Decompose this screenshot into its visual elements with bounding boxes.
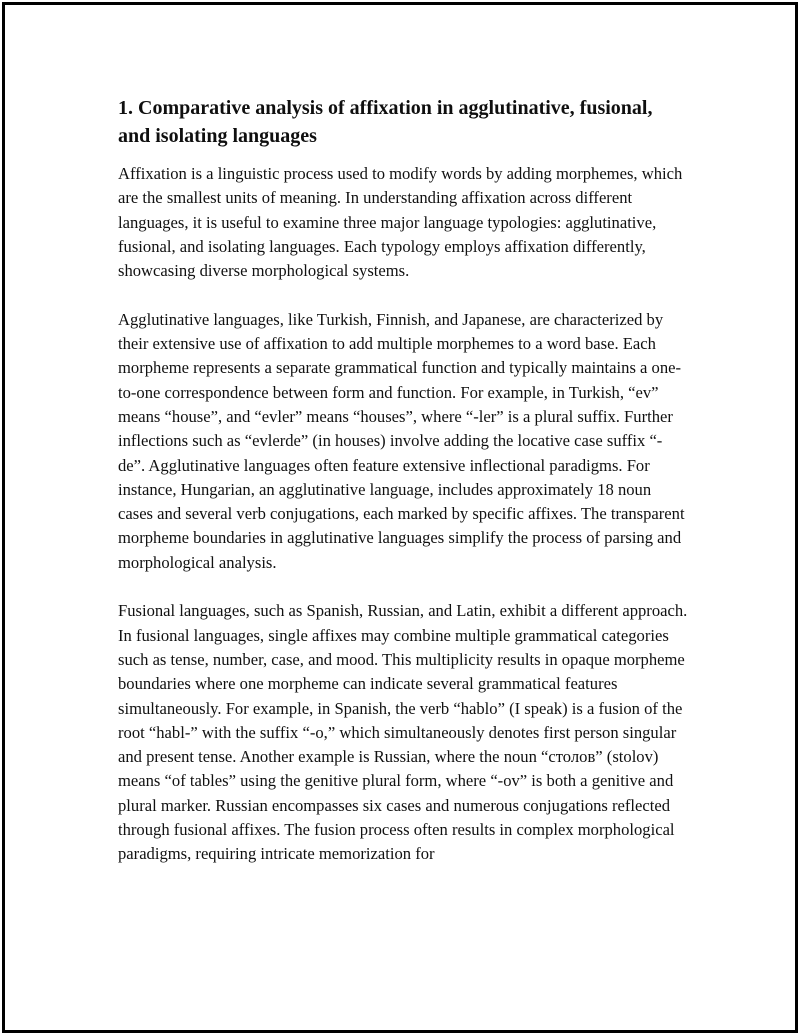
document-body	[118, 94, 688, 891]
section-heading: 1. Comparative analysis of affixation in agglutinative, fusional, and isolating languages	[118, 97, 653, 147]
paragraph-intro: Affixation is a linguistic process used to modify words by adding morphemes, which are the smallest units of meaning. In understanding affixation across different languages, it is useful to examine three major language typologies: agglutinative, fusional, and isolating languages. Each typology employs affixation differently, showcasing diverse morphological systems.	[118, 164, 683, 281]
paragraph-fusional: Fusional languages, such as Spanish, Russian, and Latin, exhibit a different approach. In fusional languages, single affixes may combine multiple grammatical categories such as tense, number, case, and mood. This multiplicity results in opaque morpheme boundaries where one morpheme can indicate several grammatical features simultaneously. For example, in Spanish, the verb “hablo” (I speak) is a fusion of the root “habl-” with the suffix “-o,” which simultaneously denotes first person singular and present tense. Another example is Russian, where the noun “столов” (stolov) means “of tables” using the genitive plural form, where “-ov” is both a genitive and plural marker. Russian encompasses six cases and numerous conjugations reflected through fusional affixes. The fusion process often results in complex morphological paradigms, requiring intricate memorization for	[118, 601, 688, 864]
paragraph-agglutinative: Agglutinative languages, like Turkish, Finnish, and Japanese, are characterized by their extensive use of affixation to add multiple morphemes to a word base. Each morpheme represents a separate grammatical function and typically maintains a one-to-one correspondence between form and function. For example, in Turkish, “ev” means “house”, and “evler” means “houses”, where “-ler” is a plural suffix. Further inflections such as “evlerde” (in houses) involve adding the locative case suffix “-de”. Agglutinative languages often feature extensive inflectional paradigms. For instance, Hungarian, an agglutinative language, includes approximately 18 noun cases and several verb conjugations, each marked by specific affixes. The transparent morpheme boundaries in agglutinative languages simplify the process of parsing and morphological analysis.	[118, 309, 685, 572]
